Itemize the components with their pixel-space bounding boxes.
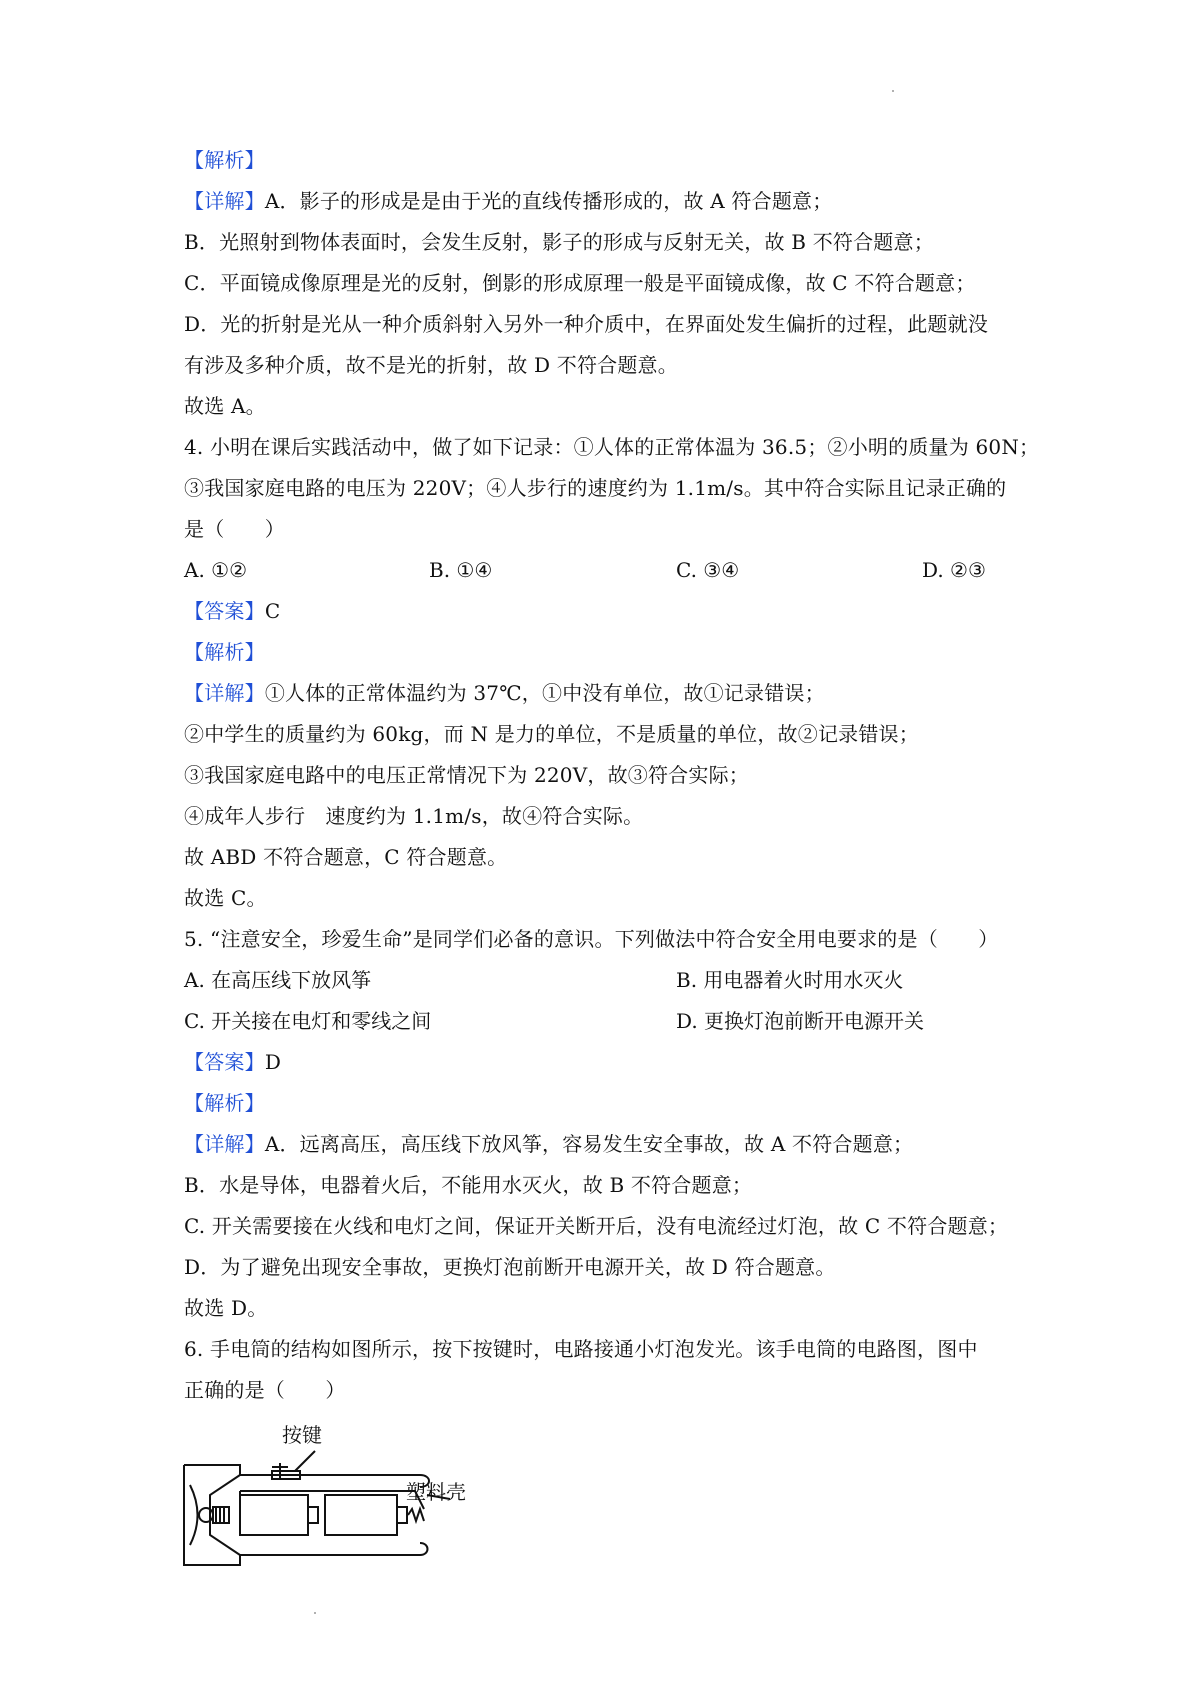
- button-label: 按键: [282, 1423, 322, 1447]
- line-text: 有涉及多种介质，故不是光的折射，故 D 不符合题意。: [184, 353, 678, 377]
- line-text: A．影子的形成是是由于光的直线传播形成的，故 A 符合题意；: [264, 189, 833, 213]
- line-text: 故选 D。: [184, 1296, 268, 1320]
- line-text: D: [264, 1050, 282, 1074]
- q4-option-a: A. ①②: [184, 558, 248, 582]
- line: [184, 1252, 836, 1282]
- line-text: A．远离高压，高压线下放风筝，容易发生安全事故，故 A 不符合题意；: [264, 1132, 914, 1156]
- line-text: ③我国家庭电路的电压为 220V；④人步行的速度约为 1.1m/s。其中符合实际且记录正确的: [184, 476, 1007, 500]
- q4-option-b: B. ①④: [429, 558, 493, 582]
- line-text: 故选 A。: [184, 394, 266, 418]
- line-text: B．水是导体，电器着火后，不能用水灭火，故 B 不符合题意；: [184, 1173, 753, 1197]
- section-tag: 【解析】: [184, 1091, 265, 1115]
- line-text: D．为了避免出现安全事故，更换灯泡前断开电源开关，故 D 符合题意。: [184, 1255, 836, 1279]
- flashlight-diagram: [180, 1425, 520, 1570]
- line-text: C．平面镜成像原理是光的反射，倒影的形成原理一般是平面镜成像，故 C 不符合题意；: [184, 271, 976, 295]
- q4-option-d: D. ②③: [922, 558, 986, 582]
- section-tag: 【解析】: [184, 148, 265, 172]
- line: [184, 186, 832, 216]
- q5-option-c: C. 开关接在电灯和零线之间: [184, 1009, 432, 1033]
- line-text: 6. 手电筒的结构如图所示，按下按键时，电路接通小灯泡发光。该手电筒的电路图，图中: [184, 1337, 978, 1361]
- line: [184, 1170, 752, 1200]
- question-6: [184, 1334, 978, 1364]
- line-text: ③我国家庭电路中的电压正常情况下为 220V，故③符合实际；: [184, 763, 749, 787]
- line: [184, 1088, 265, 1118]
- q5-option-b: B. 用电器着火时用水灭火: [676, 968, 904, 992]
- line: [184, 1293, 267, 1323]
- line: [184, 760, 749, 790]
- line: [184, 227, 934, 257]
- line-text: 故 ABD 不符合题意，C 符合题意。: [184, 845, 508, 869]
- line: [184, 719, 919, 749]
- line-text: D．光的折射是光从一种介质斜射入另外一种介质中，在界面处发生偏折的过程，此题就没: [184, 312, 989, 336]
- line: [184, 391, 266, 421]
- line: [184, 883, 267, 913]
- line-text: B．光照射到物体表面时，会发生反射，影子的形成与反射无关，故 B 不符合题意；: [184, 230, 934, 254]
- line-text: ②中学生的质量约为 60kg，而 N 是力的单位，不是质量的单位，故②记录错误；: [184, 722, 919, 746]
- line-text: 5. “注意安全，珍爱生命”是同学们必备的意识。下列做法中符合安全用电要求的是（ ）: [184, 927, 999, 951]
- scan-dot: [314, 1612, 316, 1614]
- line: [184, 842, 507, 872]
- line-text: 4. 小明在课后实践活动中，做了如下记录：①人体的正常体温为 36.5；②小明的质量为 60N；: [184, 435, 1040, 459]
- line: [184, 1129, 913, 1159]
- line: [184, 268, 976, 298]
- line: [184, 1375, 346, 1405]
- section-tag: 【详解】: [184, 681, 265, 705]
- shell-label: 塑料壳: [406, 1480, 466, 1504]
- section-tag: 【详解】: [184, 189, 265, 213]
- section-tag: 【答案】: [184, 1050, 265, 1074]
- question-4: [184, 432, 1039, 462]
- q5-option-a: A. 在高压线下放风筝: [184, 968, 372, 992]
- line-text: 故选 C。: [184, 886, 267, 910]
- flashlight-figure: [180, 1425, 520, 1570]
- line: [184, 596, 280, 626]
- section-tag: 【详解】: [184, 1132, 265, 1156]
- question-5: [184, 924, 999, 954]
- line-text: 是（ ）: [184, 517, 285, 541]
- line-text: ④成年人步行 速度约为 1.1m/s，故④符合实际。: [184, 804, 644, 828]
- scan-dot: [892, 90, 894, 92]
- q4-option-c: C. ③④: [676, 558, 740, 582]
- q5-option-d: D. 更换灯泡前断开电源开关: [676, 1009, 925, 1033]
- line: [184, 309, 988, 339]
- line-text: ①人体的正常体温约为 37℃，①中没有单位，故①记录错误；: [264, 681, 825, 705]
- line-text: C. 开关需要接在火线和电灯之间，保证开关断开后，没有电流经过灯泡，故 C 不符合题意；: [184, 1214, 1009, 1238]
- line: [184, 801, 643, 831]
- line-text: 正确的是（ ）: [184, 1378, 346, 1402]
- line: [184, 350, 678, 380]
- line: [184, 1047, 281, 1077]
- line: [184, 514, 285, 544]
- line: [184, 637, 265, 667]
- section-tag: 【解析】: [184, 640, 265, 664]
- line-text: C: [264, 599, 281, 623]
- line: [184, 473, 1006, 503]
- section-tag: 【答案】: [184, 599, 265, 623]
- line: [184, 145, 265, 175]
- line: [184, 678, 825, 708]
- line: [184, 1211, 1008, 1241]
